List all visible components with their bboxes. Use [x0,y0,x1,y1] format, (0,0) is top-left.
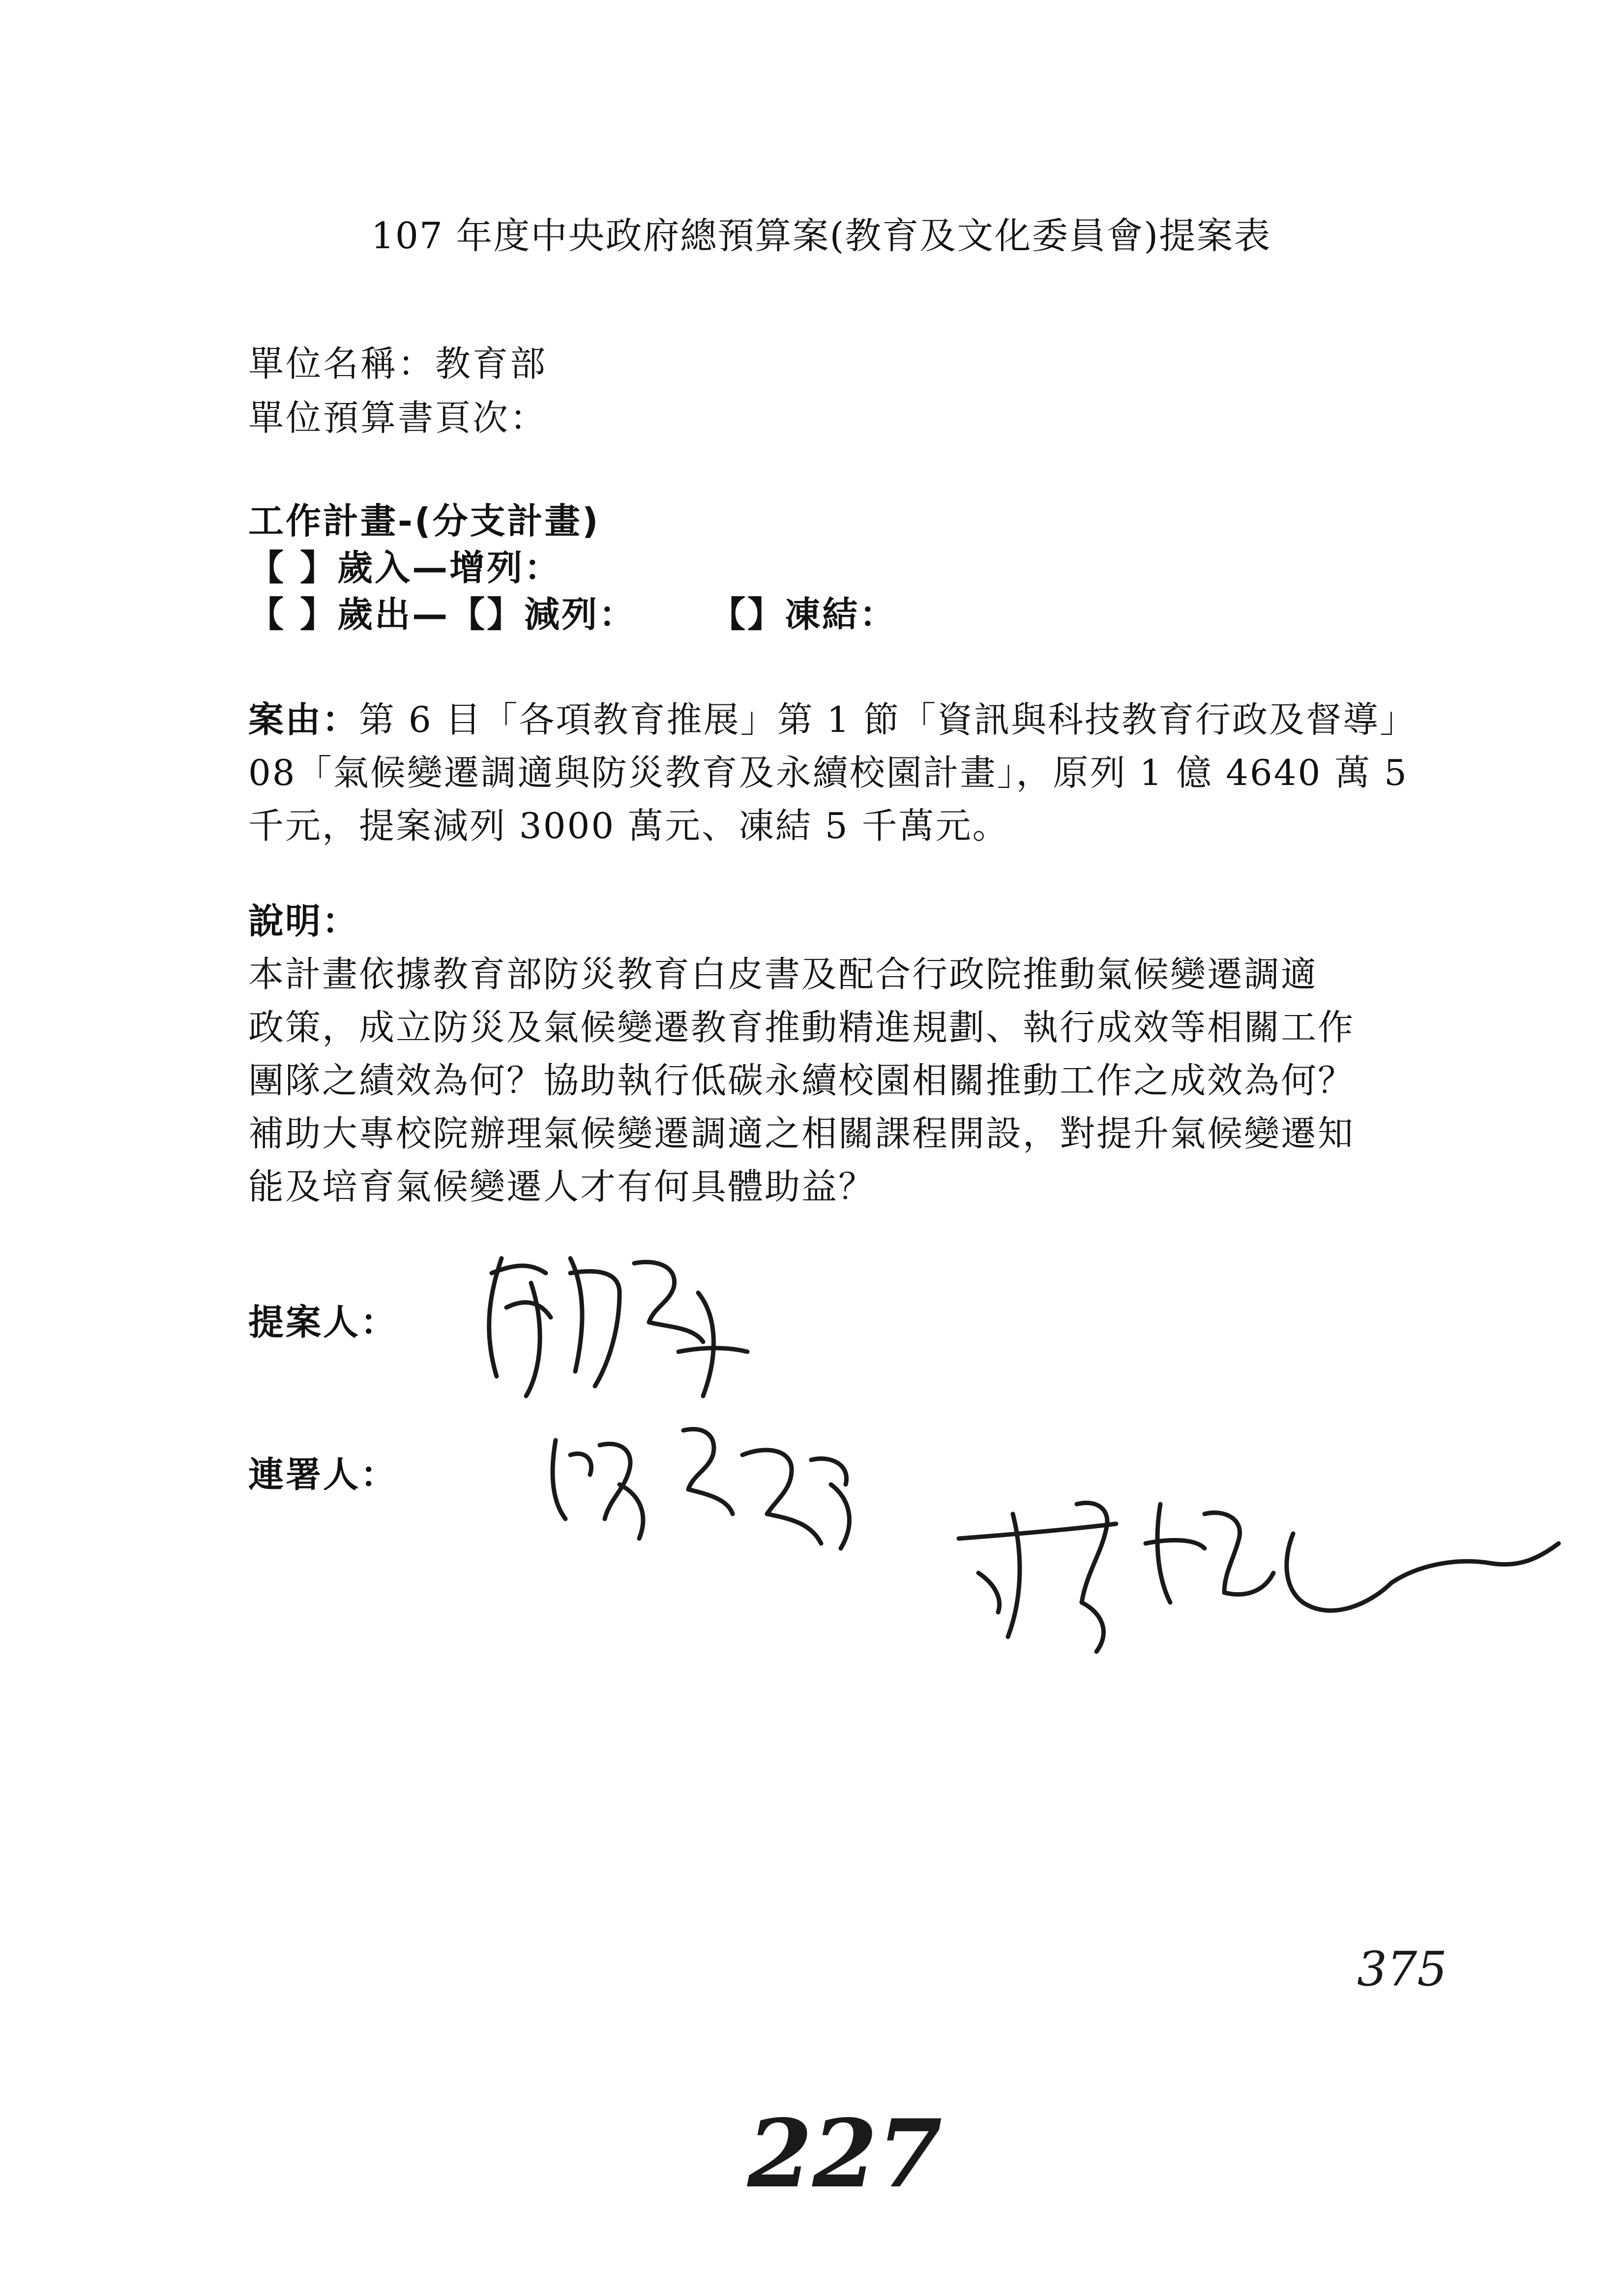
unit-name: 單位名稱：教育部 [248,343,548,384]
cosigner-signature-1 [536,1401,880,1563]
explanation-line: 補助大專校院辦理氣候變遷調適之相關課程開設，對提升氣候變遷知 [248,1113,1355,1154]
margin-note: 375 [1357,1942,1447,1997]
case-text-line: 千元，提案減列 3000 萬元、凍結 5 千萬元。 [248,805,1009,846]
explanation-line: 本計畫依據教育部防災教育白皮書及配合行政院推動氣候變遷調適 [248,954,1318,995]
case-text-line: 08「氣候變遷調適與防災教育及永續校園計畫」，原列 1 億 4640 萬 5 [248,752,1408,793]
freeze-label: 【】凍結： [710,594,897,635]
document-title: 107 年度中央政府總預算案(教育及文化委員會)提案表 [371,215,1271,257]
proposer-label: 提案人： [248,1302,398,1343]
work-plan-heading: 工作計畫-(分支計畫) [248,500,600,542]
explanation-section [248,895,1453,1213]
unit-budget-page: 單位預算書頁次： [248,397,548,438]
explanation-line: 政策，成立防災及氣候變遷教育推動精進規劃、執行成效等相關工作 [248,1007,1355,1048]
page-number: 227 [747,2099,943,2209]
expenditure-cut-label: 【 】歲出—【】減列： [248,594,637,635]
proposer-signature [472,1229,777,1416]
cosigner-label: 連署人： [248,1454,398,1495]
cosigner-signature-2 [949,1475,1578,1671]
case-section [248,693,1453,852]
case-text-line: 第 6 目「各項教育推展」第 1 節「資訊與科技教育行政及督導」 [359,699,1417,740]
revenue-increase-line: 【 】歲入—增列： [248,547,562,588]
explanation-label: 說明： [248,901,359,942]
expenditure-cut-line [248,590,897,639]
explanation-line: 團隊之績效為何？協助執行低碳永續校園相關推動工作之成效為何？ [248,1060,1355,1101]
explanation-line: 能及培育氣候變遷人才有何具體助益？ [248,1166,876,1207]
case-label: 案由： [248,699,359,740]
